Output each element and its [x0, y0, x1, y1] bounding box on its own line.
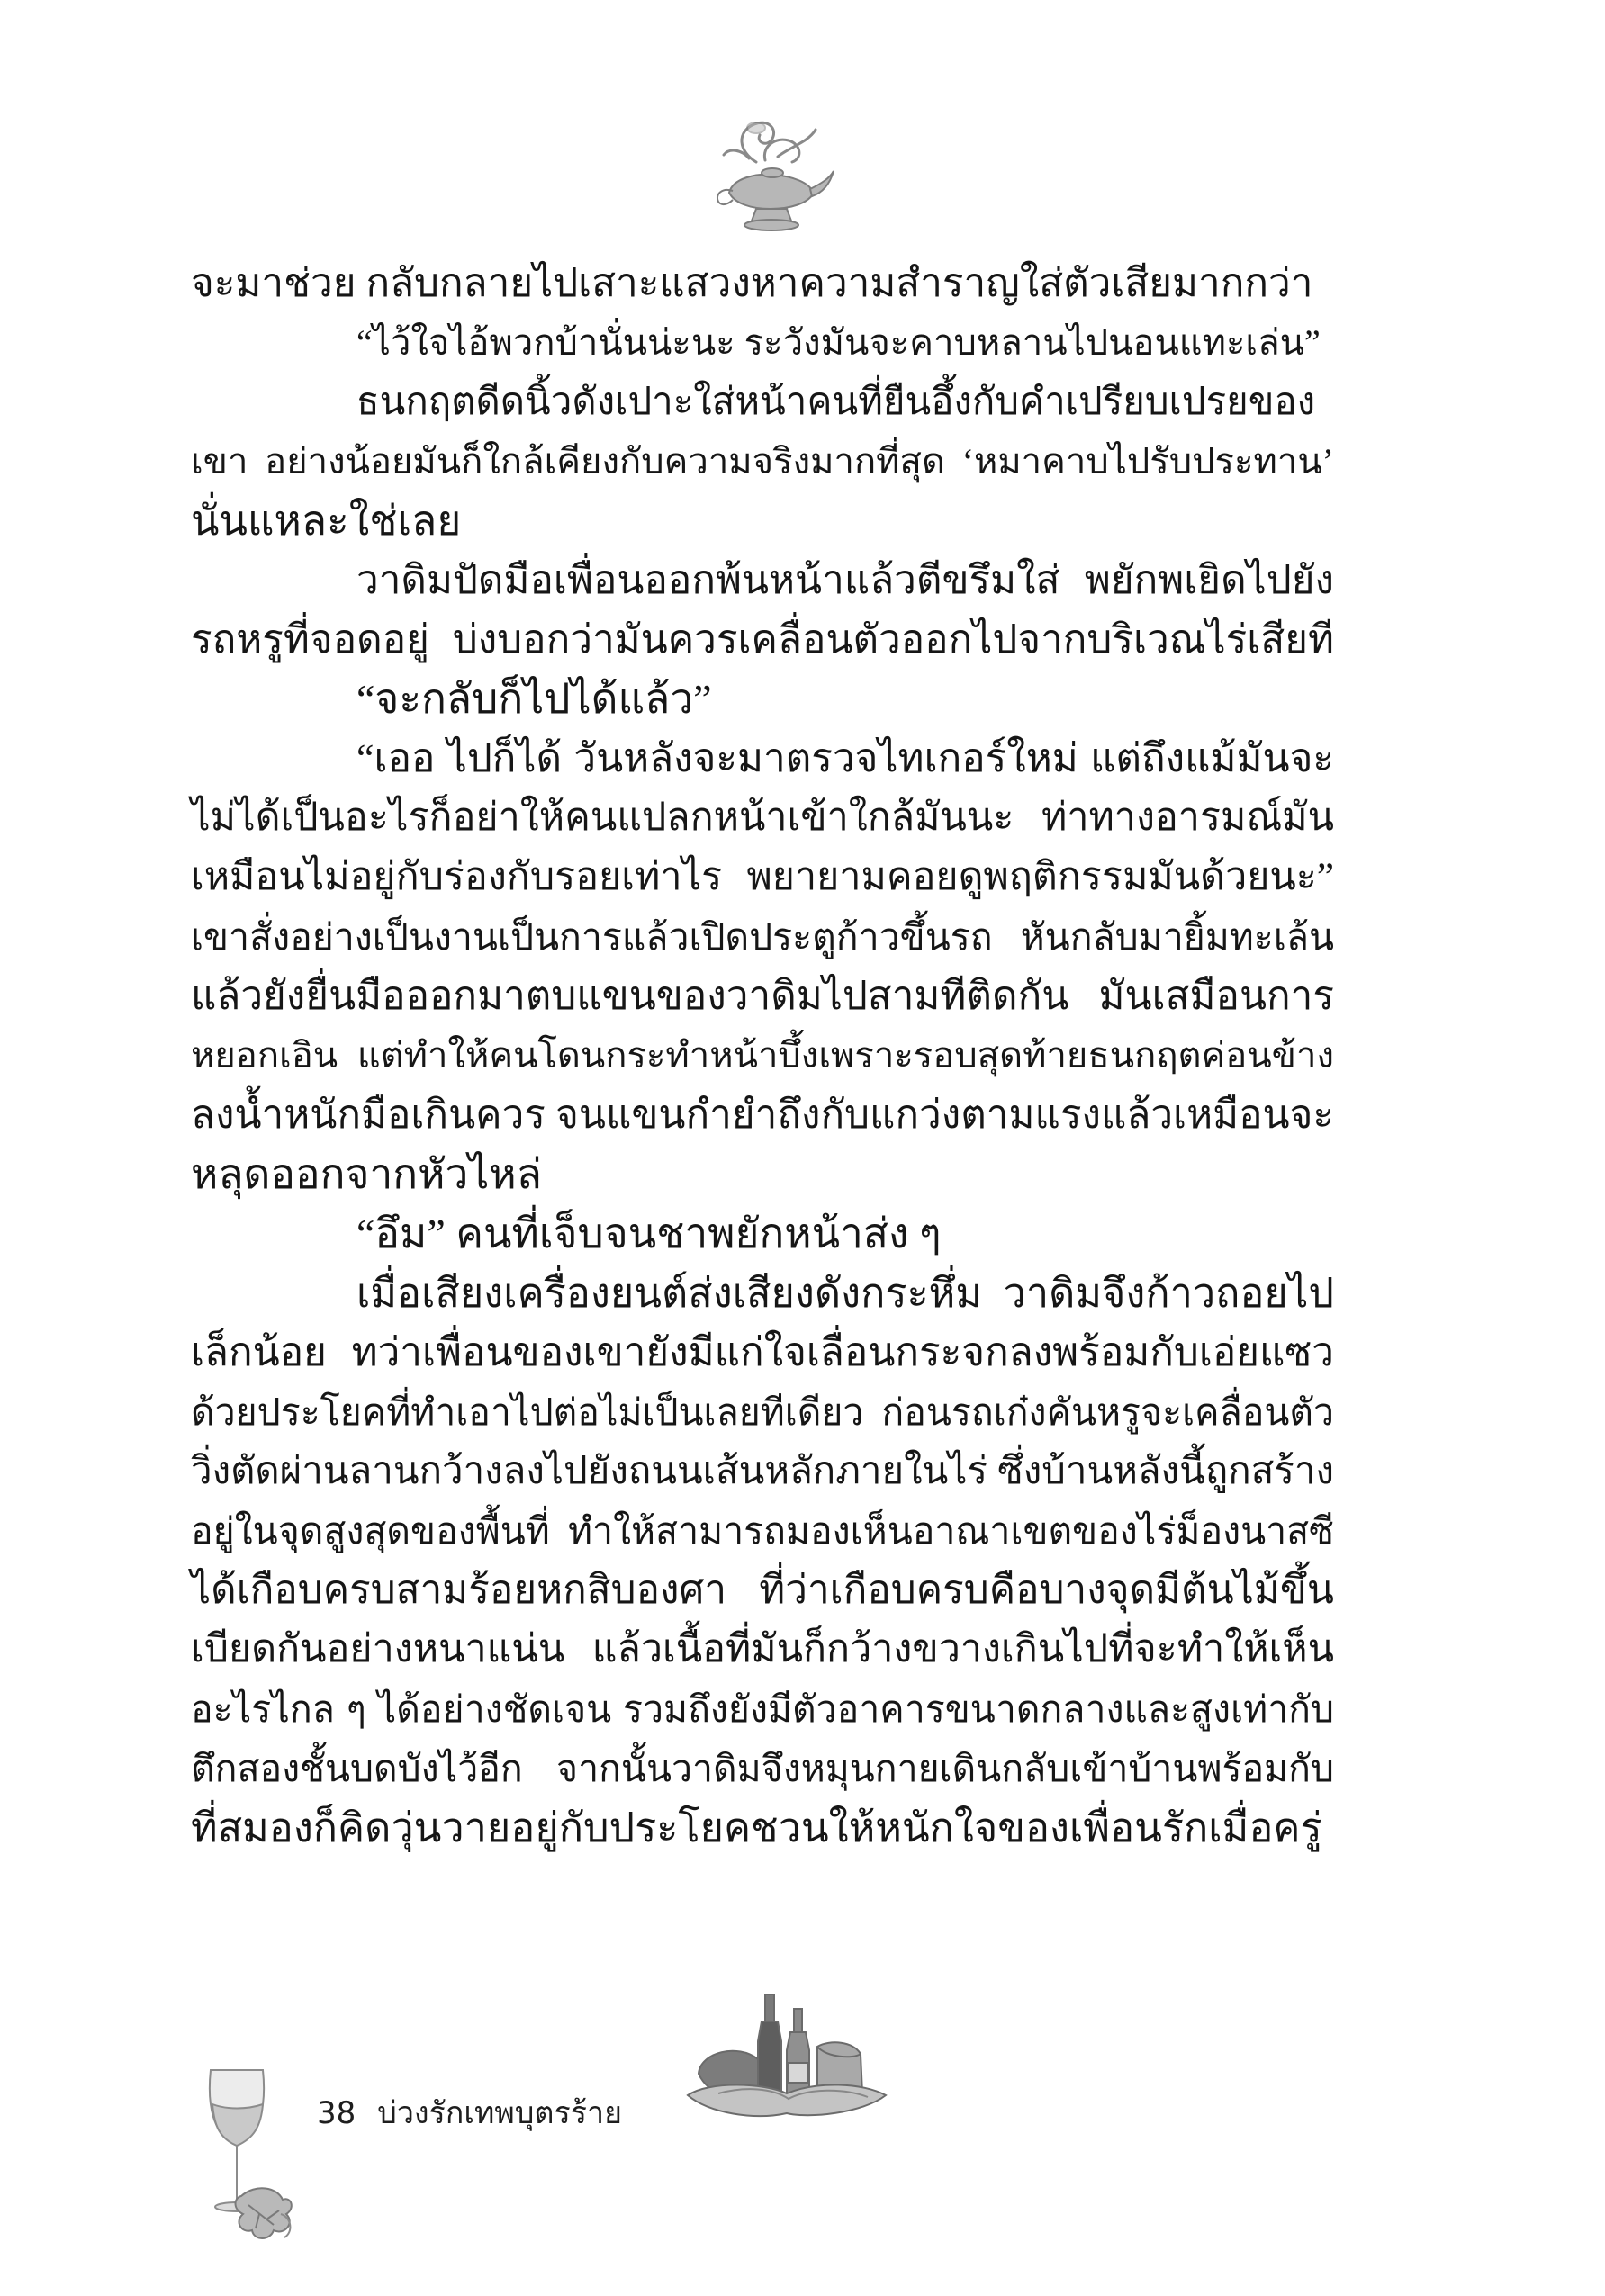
text-line: อยู่ในจุดสูงสุดของพื้นที่ ทำให้สามารถมองเห็นอาณาเขตของไร่ม็องนาสซี — [191, 1510, 1334, 1552]
text-line: นั่นแหละใช่เลย — [191, 498, 462, 544]
wine-glass-grape-leaf-icon — [191, 2061, 299, 2255]
text-line: แล้วยังยื่นมือออกมาตบแขนของวาดิมไปสามทีติดกัน มันเสมือนการ — [191, 974, 1334, 1018]
book-title: บ่วงรักเทพบุตรร้าย — [377, 2095, 623, 2131]
text-line: เหมือนไม่อยู่กับร่องกับรอยเท่าไร พยายามคอยดูพฤติกรรมมันด้วยนะ” — [191, 856, 1334, 898]
text-line: “ไว้ใจไอ้พวกบ้านั่นน่ะนะ ระวังมันจะคาบหลานไปนอนแทะเล่น” — [356, 322, 1321, 363]
text-line: “เออ ไปก็ได้ วันหลังจะมาตรวจไทเกอร์ใหม่ แต่ถึงแม้มันจะ — [356, 736, 1334, 780]
text-line: ด้วยประโยคที่ทำเอาไปต่อไม่เป็นเลยทีเดียว ก่อนรถเก๋งคันหรูจะเคลื่อนตัว — [191, 1391, 1334, 1433]
text-line: เบียดกันอย่างหนาแน่น แล้วเนื้อที่มันก็กว้างขวางเกินไปที่จะทำให้เห็น — [191, 1628, 1334, 1670]
text-line: หยอกเอิน แต่ทำให้คนโดนกระทำหน้าบึ้งเพราะรอบสุดท้ายธนกฤตค่อนข้าง — [191, 1035, 1334, 1076]
text-line: เล็กน้อย ทว่าเพื่อนของเขายังมีแก่ใจเลื่อนกระจกลงพร้อมกับเอ่ยแซว — [191, 1330, 1334, 1374]
text-line: ได้เกือบครบสามร้อยหกสิบองศา ที่ว่าเกือบครบคือบางจุดมีต้นไม้ขึ้น — [191, 1568, 1334, 1612]
wine-still-life-illustration — [682, 1987, 891, 2122]
text-line: จะมาช่วย กลับกลายไปเสาะแสวงหาความสำราญใส่ตัวเสียมากกว่า — [191, 261, 1313, 305]
genie-lamp-icon — [702, 106, 837, 241]
page-footer — [317, 2088, 622, 2137]
page-number: 38 — [317, 2095, 356, 2131]
text-line: ไม่ได้เป็นอะไรก็อย่าให้คนแปลกหน้าเข้าใกล้มันนะ ท่าทางอารมณ์มัน — [191, 797, 1334, 839]
text-line: หลุดออกจากหัวไหล่ — [191, 1151, 542, 1197]
text-line: เมื่อเสียงเครื่องยนต์ส่งเสียงดังกระหึ่ม วาดิมจึงก้าวถอยไป — [356, 1271, 1334, 1316]
text-line: เขา อย่างน้อยมันก็ใกล้เคียงกับความจริงมากที่สุด ‘หมาคาบไปรับประทาน’ — [191, 441, 1334, 482]
text-line: ธนกฤตดีดนิ้วดังเปาะใส่หน้าคนที่ยืนอึ้งกับคำเปรียบเปรยของ — [356, 382, 1316, 423]
text-line: ลงน้ำหนักมือเกินควร จนแขนกำยำถึงกับแกว่งตามแรงแล้วเหมือนจะ — [191, 1093, 1334, 1137]
text-line: เขาสั่งอย่างเป็นงานเป็นการแล้วเปิดประตูก้าวขึ้นรถ หันกลับมายิ้มทะเล้น — [191, 916, 1334, 958]
text-line: อะไรไกล ๆ ได้อย่างชัดเจน รวมถึงยังมีตัวอาคารขนาดกลางและสูงเท่ากับ — [191, 1688, 1334, 1730]
text-line: วิ่งตัดผ่านลานกว้างลงไปยังถนนเส้นหลักภายในไร่ ซึ่งบ้านหลังนี้ถูกสร้าง — [191, 1451, 1334, 1492]
text-line: ตึกสองชั้นบดบังไว้อีก จากนั้นวาดิมจึงหมุนกายเดินกลับเข้าบ้านพร้อมกับ — [191, 1748, 1334, 1789]
text-line: วาดิมปัดมือเพื่อนออกพ้นหน้าแล้วตีขรึมใส่ พยักพเยิดไปยัง — [356, 558, 1334, 602]
text-line: “จะกลับก็ไปได้แล้ว” — [356, 676, 712, 722]
text-line: ที่สมองก็คิดวุ่นวายอยู่กับประโยคชวนให้หนักใจของเพื่อนรักเมื่อครู่ — [191, 1805, 1322, 1850]
body-text — [191, 254, 1334, 1858]
text-line: รถหรูที่จอดอยู่ บ่งบอกว่ามันควรเคลื่อนตัวออกไปจากบริเวณไร่เสียที — [191, 617, 1334, 662]
text-line: “อึม” คนที่เจ็บจนชาพยักหน้าส่ง ๆ — [356, 1211, 942, 1256]
